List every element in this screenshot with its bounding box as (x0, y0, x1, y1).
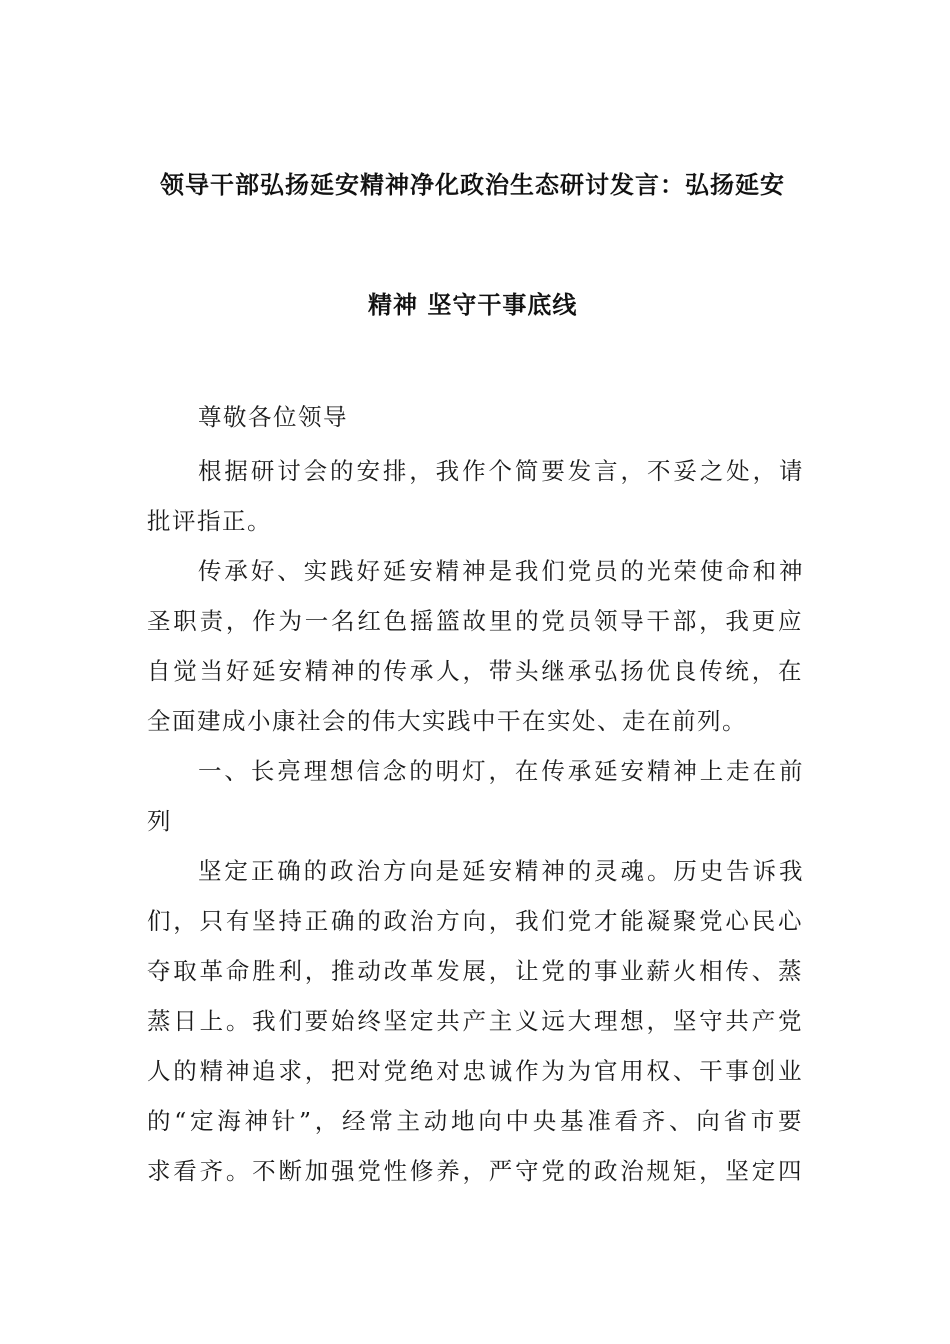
body-line: 自觉当好延安精神的传承人，带头继承弘扬优良传统，在 (147, 657, 803, 685)
body-line: 夺取革命胜利，推动改革发展，让党的事业薪火相传、蒸 (147, 957, 803, 985)
body-line: 根据研讨会的安排，我作个简要发言，不妥之处，请 (198, 457, 804, 485)
body-line: 圣职责，作为一名红色摇篮故里的党员领导干部，我更应 (147, 607, 803, 635)
body-line: 传承好、实践好延安精神是我们党员的光荣使命和神 (198, 557, 804, 585)
body-line: 批评指正。 (147, 507, 272, 535)
body-line: 的“定海神针”，经常主动地向中央基准看齐、向省市要 (147, 1107, 803, 1135)
section-heading-line: 一、长亮理想信念的明灯，在传承延安精神上走在前 (198, 757, 804, 785)
body-line: 全面建成小康社会的伟大实践中干在实处、走在前列。 (147, 707, 747, 735)
body-line: 蒸日上。我们要始终坚定共产主义远大理想，坚守共产党 (147, 1007, 803, 1035)
body-line: 人的精神追求，把对党绝对忠诚作为为官用权、干事创业 (147, 1057, 803, 1085)
document-title-line-2: 精神 坚守干事底线 (368, 291, 578, 319)
salutation: 尊敬各位领导 (198, 403, 348, 431)
body-line: 坚定正确的政治方向是延安精神的灵魂。历史告诉我 (198, 857, 804, 885)
body-line: 求看齐。不断加强党性修养，严守党的政治规矩，坚定四 (147, 1157, 803, 1185)
section-heading-line: 列 (147, 807, 172, 835)
body-line: 们，只有坚持正确的政治方向，我们党才能凝聚党心民心 (147, 907, 803, 935)
document-title-line-1: 领导干部弘扬延安精神净化政治生态研讨发言：弘扬延安 (160, 171, 785, 199)
